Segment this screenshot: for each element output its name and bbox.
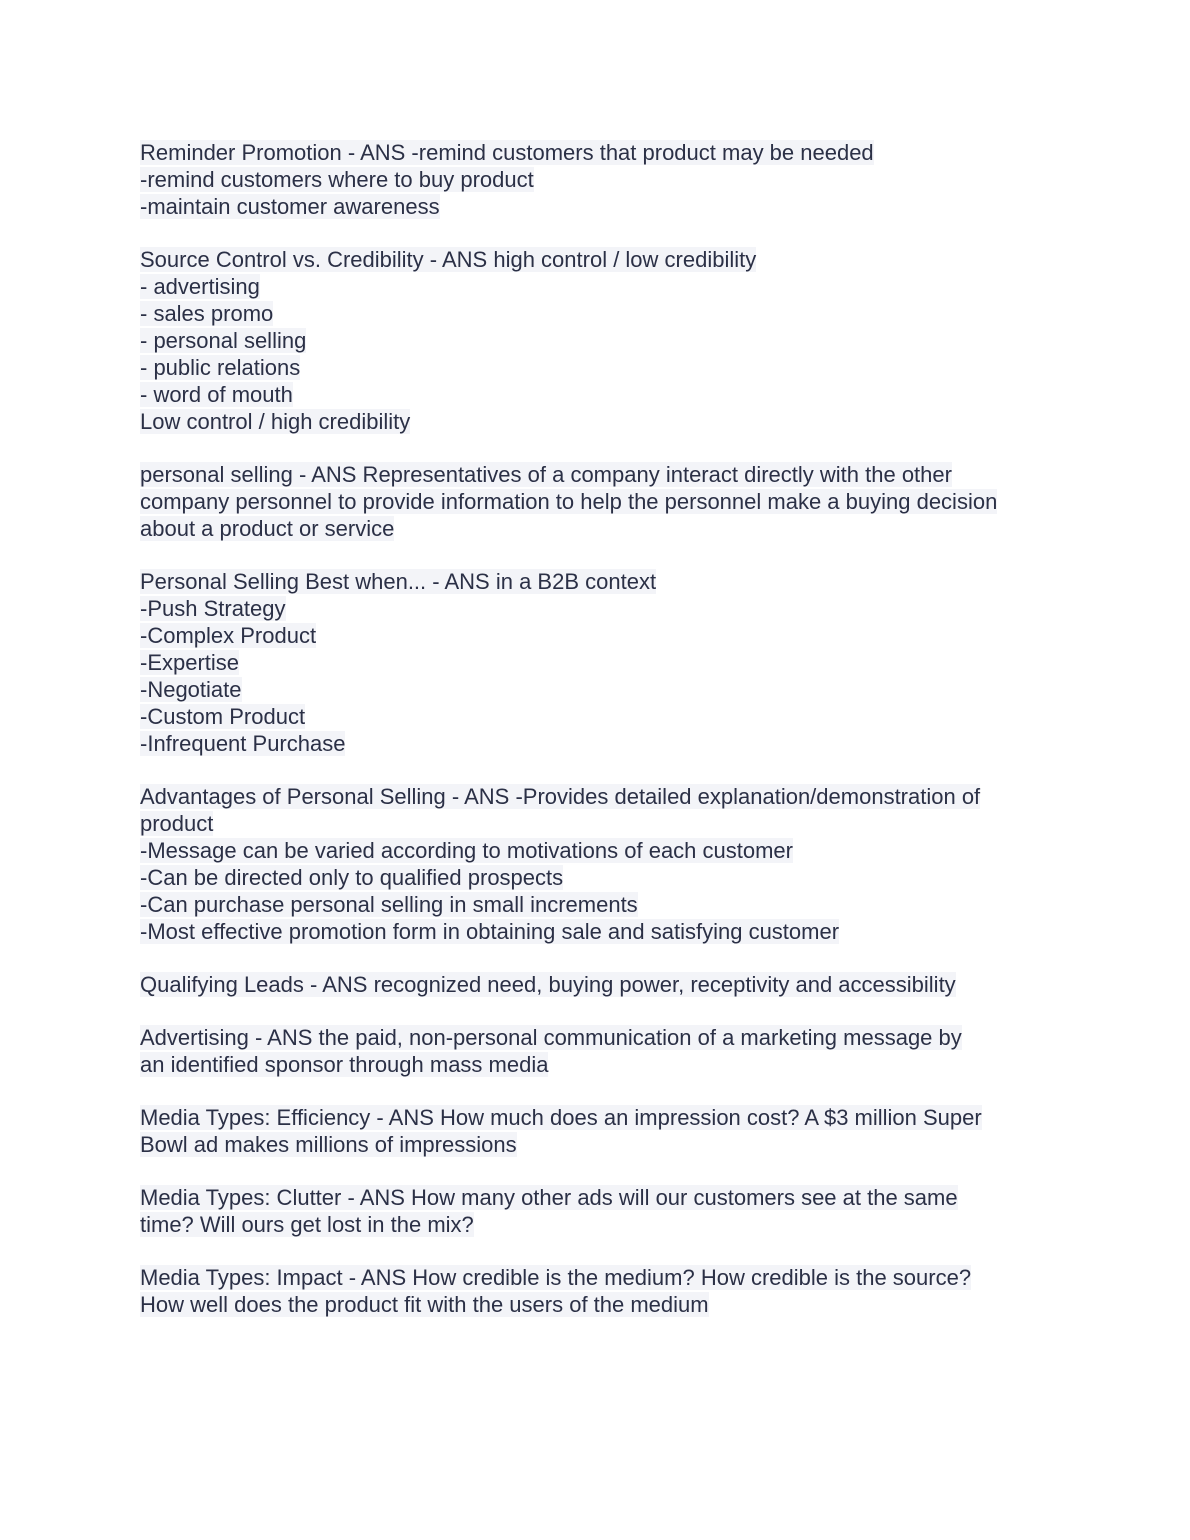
text-line xyxy=(140,568,1060,595)
text-line xyxy=(140,595,1060,622)
text-span: -remind customers where to buy product xyxy=(140,167,534,192)
text-line xyxy=(140,515,1060,542)
text-span: -Complex Product xyxy=(140,623,317,648)
text-span: -Custom Product xyxy=(140,704,306,729)
text-span: Source Control vs. Credibility - ANS high control / low credibility xyxy=(140,247,757,272)
text-line xyxy=(140,273,1060,300)
term-media-impact xyxy=(140,1264,1060,1318)
text-span: an identified sponsor through mass media xyxy=(140,1052,549,1077)
text-line xyxy=(140,622,1060,649)
text-span: How well does the product fit with the users of the medium xyxy=(140,1292,709,1317)
text-line xyxy=(140,1131,1060,1158)
text-line xyxy=(140,864,1060,891)
text-span: - personal selling xyxy=(140,328,307,353)
text-span: Low control / high credibility xyxy=(140,409,411,434)
text-span: -Most effective promotion form in obtaining sale and satisfying customer xyxy=(140,919,840,944)
term-advertising xyxy=(140,1024,1060,1078)
text-span: - word of mouth xyxy=(140,382,293,407)
text-span: time? Will ours get lost in the mix? xyxy=(140,1212,474,1237)
text-line xyxy=(140,488,1060,515)
text-line xyxy=(140,193,1060,220)
term-qualifying-leads xyxy=(140,971,1060,998)
text-span: Media Types: Efficiency - ANS How much does an impression cost? A $3 million Super xyxy=(140,1105,982,1130)
text-span: Advantages of Personal Selling - ANS -Provides detailed explanation/demonstration of xyxy=(140,784,981,809)
text-line xyxy=(140,891,1060,918)
text-span: - public relations xyxy=(140,355,301,380)
text-line xyxy=(140,971,1060,998)
term-source-control xyxy=(140,246,1060,435)
term-advantages-personal-selling xyxy=(140,783,1060,945)
term-personal-selling-best xyxy=(140,568,1060,757)
text-span: Media Types: Clutter - ANS How many other ads will our customers see at the same xyxy=(140,1185,958,1210)
text-span: Bowl ad makes millions of impressions xyxy=(140,1132,517,1157)
text-line xyxy=(140,354,1060,381)
text-line xyxy=(140,246,1060,273)
term-reminder-promotion xyxy=(140,139,1060,220)
term-media-efficiency xyxy=(140,1104,1060,1158)
text-span: - advertising xyxy=(140,274,260,299)
text-line xyxy=(140,1184,1060,1211)
text-span: -Negotiate xyxy=(140,677,242,702)
text-line xyxy=(140,166,1060,193)
text-span: -Expertise xyxy=(140,650,240,675)
text-line xyxy=(140,676,1060,703)
text-line xyxy=(140,461,1060,488)
text-line xyxy=(140,327,1060,354)
text-span: -Can be directed only to qualified prospects xyxy=(140,865,564,890)
text-line xyxy=(140,730,1060,757)
document-page xyxy=(140,139,1060,1344)
term-personal-selling xyxy=(140,461,1060,542)
text-span: company personnel to provide information to help the personnel make a buying decision xyxy=(140,489,998,514)
text-span: Personal Selling Best when... - ANS in a B2B context xyxy=(140,569,657,594)
text-line xyxy=(140,1211,1060,1238)
term-media-clutter xyxy=(140,1184,1060,1238)
text-span: Reminder Promotion - ANS -remind customers that product may be needed xyxy=(140,140,874,165)
text-span: -Infrequent Purchase xyxy=(140,731,346,756)
text-span: Advertising - ANS the paid, non-personal communication of a marketing message by xyxy=(140,1025,962,1050)
text-line xyxy=(140,918,1060,945)
text-line xyxy=(140,837,1060,864)
text-line xyxy=(140,1104,1060,1131)
text-line xyxy=(140,703,1060,730)
text-span: -Push Strategy xyxy=(140,596,286,621)
text-line xyxy=(140,381,1060,408)
text-line xyxy=(140,649,1060,676)
text-line xyxy=(140,783,1060,810)
text-line xyxy=(140,1024,1060,1051)
text-span: about a product or service xyxy=(140,516,395,541)
text-span: -maintain customer awareness xyxy=(140,194,440,219)
text-span: Media Types: Impact - ANS How credible is the medium? How credible is the source? xyxy=(140,1265,972,1290)
text-span: product xyxy=(140,811,214,836)
text-line xyxy=(140,1051,1060,1078)
text-line xyxy=(140,300,1060,327)
text-span: Qualifying Leads - ANS recognized need, buying power, receptivity and accessibility xyxy=(140,972,956,997)
text-span: -Can purchase personal selling in small increments xyxy=(140,892,638,917)
text-span: - sales promo xyxy=(140,301,274,326)
text-line xyxy=(140,810,1060,837)
text-line xyxy=(140,1264,1060,1291)
text-line xyxy=(140,1291,1060,1318)
text-span: -Message can be varied according to motivations of each customer xyxy=(140,838,793,863)
text-line xyxy=(140,139,1060,166)
text-span: personal selling - ANS Representatives of a company interact directly with the other xyxy=(140,462,952,487)
text-line xyxy=(140,408,1060,435)
